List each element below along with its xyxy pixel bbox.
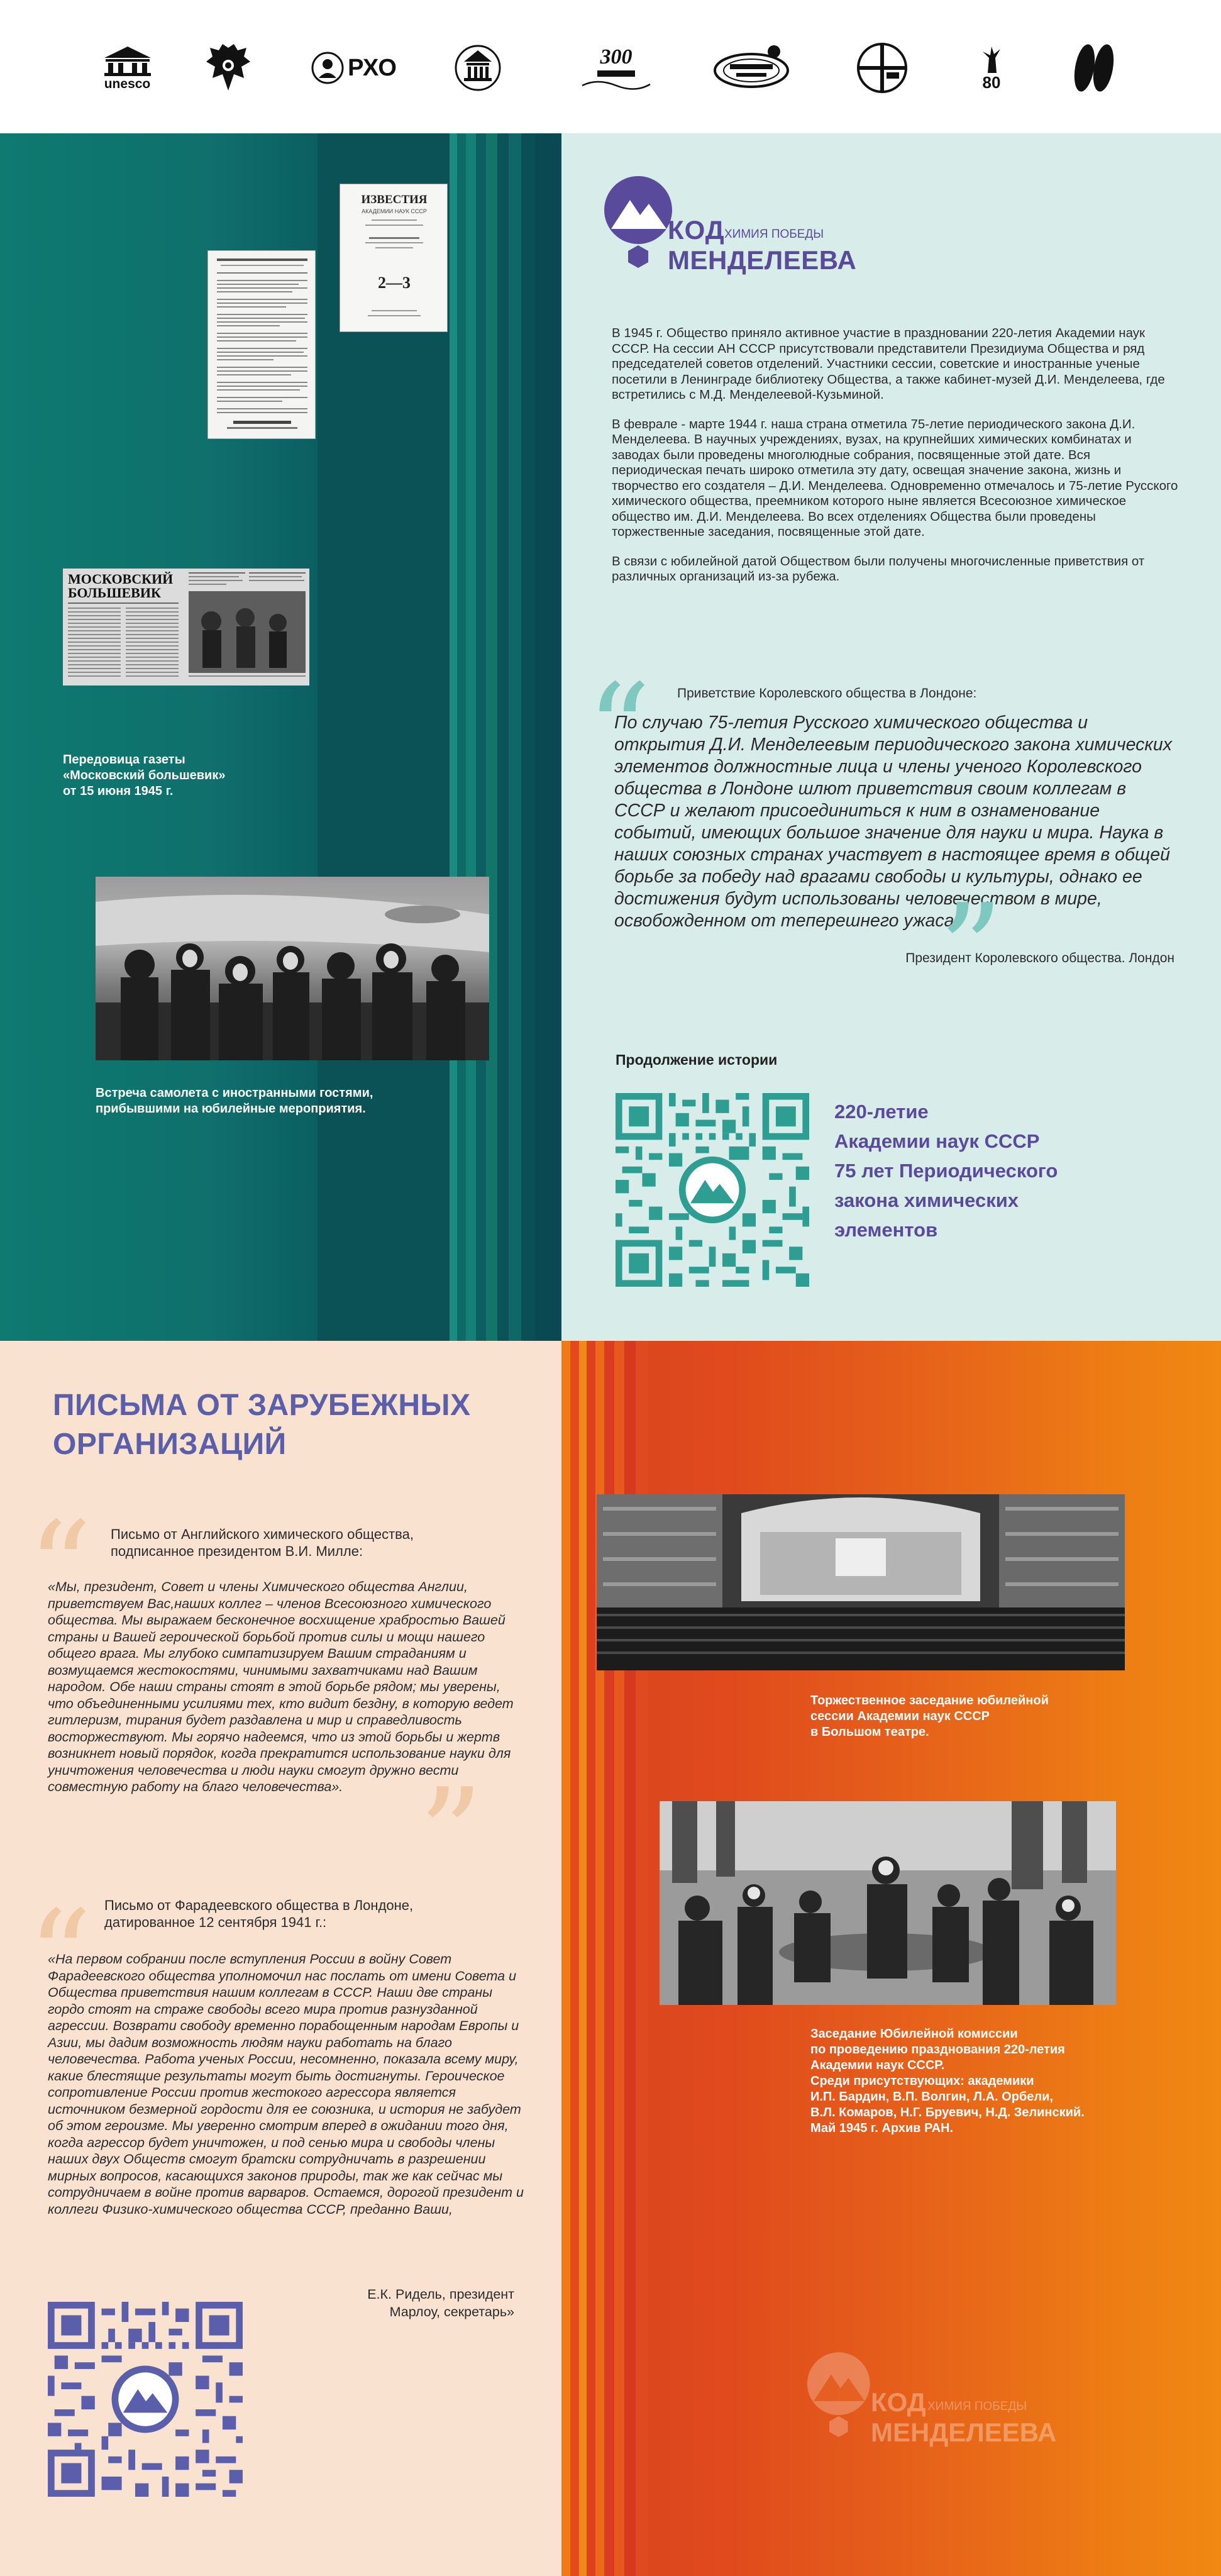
history-text (612, 326, 1181, 599)
commission-caption: Заседание Юбилейной комиссии по проведению празднования 220-летия Академии наук СССР. Среди присутствующих: академики И.П. Бардин, В.П. Волгин, Л.А. Орбели, В.Л. Комаров, Н.Г. Бруевич, Н.Д. Зелинский. Май 1945 г. Архив РАН. (810, 2027, 1085, 2135)
top-left-teal-panel (0, 133, 561, 1341)
faded-brand-subtitle: ХИМИЯ ПОБЕДЫ (927, 2400, 1027, 2413)
plane-meeting-photo (96, 877, 489, 1060)
faded-brand-mendeleeva: МЕНДЕЛЕЕВА (871, 2418, 1057, 2447)
double-oval-icon (1071, 42, 1117, 94)
circle-cross-icon (855, 41, 909, 95)
letter1-intro: Письмо от Английского химического общества, подписанное президентом В.И. Милле: (111, 1526, 414, 1559)
izvestia-title: ИЗВЕСТИЯ (361, 193, 428, 206)
izvestia-cover-photo (340, 184, 448, 332)
brand-mendeleeva: МЕНДЕЛЕЕВА (668, 245, 857, 275)
letter2-signature: Е.К. Ридель, президент Марлоу, секретарь» (367, 2287, 514, 2319)
letter2-open-quote: “ (28, 1884, 92, 2030)
letters-qr-code[interactable] (48, 2302, 243, 2497)
rho-portrait-icon (311, 52, 344, 84)
document-text-lines (208, 251, 316, 439)
history-paragraph-3: В связи с юбилейной датой Обществом были получены многочисленные приветствия от различных организаций из-за рубежа. (612, 553, 1145, 584)
letter1-body: «Мы, президент, Совет и члены Химического общества Англии, приветствуем Вас,наших коллег – членов Всесоюзного химического общества. Мы выражаем бесконечное восхищение храбростью Вашей страны и Вашей героической борьбой против силы и мощи нашего общего врага. Мы глубоко симпатизируем Вашим страданиям и возмущаемся жестокостями, чинимыми захватчиками над Вашим народом. Обе наши страны стоят в этой борьбе рядом; мы уверены, что объединенными усилиями тех, кто видит бездну, в которую ведет гитлеризм, тирания будет раздавлена и мир и справедливость восторжествуют. Мы горячо надеемся, что из этой борьбы и жертв возникнет новый порядок, когда прекратится использование науки для уничтожения человечества и люди науки смогут дружно вести совместную работу на благо человечества». (48, 1579, 514, 1794)
history-qr-code[interactable] (616, 1093, 809, 1287)
academy-signature-icon (578, 69, 654, 91)
faded-brand-kod: КОД (871, 2387, 926, 2417)
brand-subtitle: ХИМИЯ ПОБЕДЫ (724, 228, 824, 241)
double-headed-eagle-icon (204, 42, 253, 94)
rho-logo-text: РХО (348, 54, 397, 81)
newspaper-caption: Передовица газеты «Московский большевик» от 15 июня 1945 г. (63, 753, 226, 798)
royal-society-quote-intro: Приветствие Королевского общества в Лондоне: (677, 686, 977, 701)
unesco-temple-icon (99, 44, 156, 77)
royal-society-signature: Президент Королевского общества. Лондон (905, 951, 1174, 965)
mendeleev-year-icon (711, 42, 792, 94)
moskovsky-bolshevik-photo (63, 569, 309, 686)
jubilee-commission-photo (660, 1801, 1116, 2005)
eagle-emblem-logo (202, 39, 254, 97)
history-paragraph-1: В 1945 г. Общество приняло активное участие в праздновании 220-летия Академии наук СССР. На сессии АН СССР присутствовали представители Президиума Общества и ряд председателей советов отделений. Участники сессии, советские и иностранные ученые посетили в Ленинграде библиотеку Общества, а также кабинет-музей Д.И. Менделеева, где встретились с М.Д. Менделеевой-Кузьминой. (612, 326, 1165, 402)
rho-logo (310, 39, 398, 97)
double-oval-logo (1069, 39, 1119, 97)
izvestia-subtitle: АКАДЕМИИ НАУК СССР (362, 208, 427, 214)
plane-photo-shapes (96, 877, 489, 1060)
academy-building-logo (453, 39, 503, 97)
newspaper-masthead: МОСКОВСКИЙ БОЛЬШЕВИК (68, 571, 174, 601)
commission-photo-shapes (660, 1801, 1116, 2005)
royal-society-quote: По случаю 75-летия Русского химического общества и открытия Д.И. Менделеевым периодического закона химических элементов должностные лица и члены ученого Королевского общества в Лондоне шлют приветствия своим коллегам в СССР и желают присоединиться к ним в ознаменование событий, имеющих большое значение для науки и мира. Наука в наших союзных странах участвует в настоящее время в общей борьбе за победу над врагами свободы и культуры, однако ее достижения будут использованы человечеством в мире, освобожденном от теперешнего ужаса. (614, 713, 1172, 931)
history-paragraph-2: В феврале - марте 1944 г. наша страна отметила 75-летие периодического закона Д.И. Менделеева. В научных учреждениях, вузах, на крупнейших химических комбинатах и заводах были проведены многолюдные собрания, посвященные этой дате. Вся периодическая печать широко отметила эту дату, освещая значение закона, жизнь и творчество его создателя – Д.И. Менделеева. Одновременно отмечалось и 75-летие Русского химического общества, преемником которого ныне является Всесоюзное химическое общество им. Д.И. Менделеева. Во всех отделениях Общества были проведены торжественные заседания, посвященные этой дате. (612, 416, 1178, 539)
kod-mendeleeva-faded-logo (807, 2347, 1057, 2460)
bottom-right-orange-panel (561, 1341, 1221, 2576)
theatre-photo-shapes (597, 1494, 1125, 1670)
motherland-statue-icon (979, 45, 1004, 74)
letter2-intro: Письмо от Фарадеевского общества в Лондоне, датированное 12 сентября 1941 г.: (104, 1897, 414, 1930)
academy-building-icon (454, 40, 502, 96)
letters-section-title: ПИСЬМА ОТ ЗАРУБЕЖНЫХ ОРГАНИЗАЦИЙ (53, 1389, 471, 1461)
kod-mendeleeva-logo (604, 175, 857, 282)
partner-logos-bar (0, 0, 1221, 133)
qr-link-title[interactable]: 220-летие Академии наук СССР 75 лет Периодического закона химических элементов (834, 1101, 1058, 1241)
letter1-open-quote: “ (28, 1495, 92, 1641)
plane-caption: Встреча самолета с иностранными гостями, прибывшими на юбилейные мероприятия. (96, 1086, 373, 1116)
top-right-mint-panel (561, 133, 1221, 1341)
izvestia-issue: 2—3 (378, 274, 411, 292)
izvestia-cover-lines (340, 184, 448, 332)
300-years-text: 300 (600, 45, 633, 69)
circle-cross-logo (852, 39, 912, 97)
bottom-left-peach-panel (0, 1341, 561, 2576)
unesco-logo (94, 39, 160, 97)
open-quote-mark: “ (587, 657, 651, 804)
300-years-logo (572, 39, 660, 97)
newspaper-columns (63, 569, 309, 686)
letter1-close-quote: ” (419, 1762, 483, 1908)
victory-80-text: 80 (982, 73, 1001, 92)
document-page-photo (207, 250, 316, 439)
letter2-body: «На первом собрании после вступления России в войну Совет Фарадеевского общества уполномочил нас послать от имени Совета и Общества приветствия нашим коллегам в СССР. Наши две страны гордо стоят на страже свободы всего мира против разнузданной агрессии. Возврати свободу временно порабощенным народам Европы и Азии, мы дадим возможность людям науки работать на благо человечества. Работа ученых России, несомненно, показала всему миру, какие блестящие результаты могут быть достигнуты. Героическое сопротивление России против жестокого агрессора является источником безмерной гордости для ее союзника, и история не забудет об этом героизме. Мы уверенно смотрим вперед в ожидании того дня, когда агрессор будет уничтожен, и под сенью мира и свободы члены наших двух Обществ смогут братски сотрудничать в разрешении мирных вопросов, касающихся законов природы, так же как сейчас мы сотрудничаем в войне против варваров. Остаемся, дорогой президент и коллеги Физико-химического общества СССР, преданно Ваши, (48, 1951, 524, 2217)
unesco-logo-text: unesco (104, 77, 151, 91)
mendeleev-year-logo (710, 39, 792, 97)
bolshoi-theatre-photo (597, 1494, 1125, 1670)
close-quote-mark: ” (939, 877, 1003, 1024)
brand-kod: КОД (668, 215, 725, 245)
victory-80-logo (973, 39, 1010, 97)
continuation-label: Продолжение истории (616, 1052, 778, 1068)
theatre-caption: Торжественное заседание юбилейной сессии Академии наук СССР в Большом театре. (810, 1694, 1049, 1739)
